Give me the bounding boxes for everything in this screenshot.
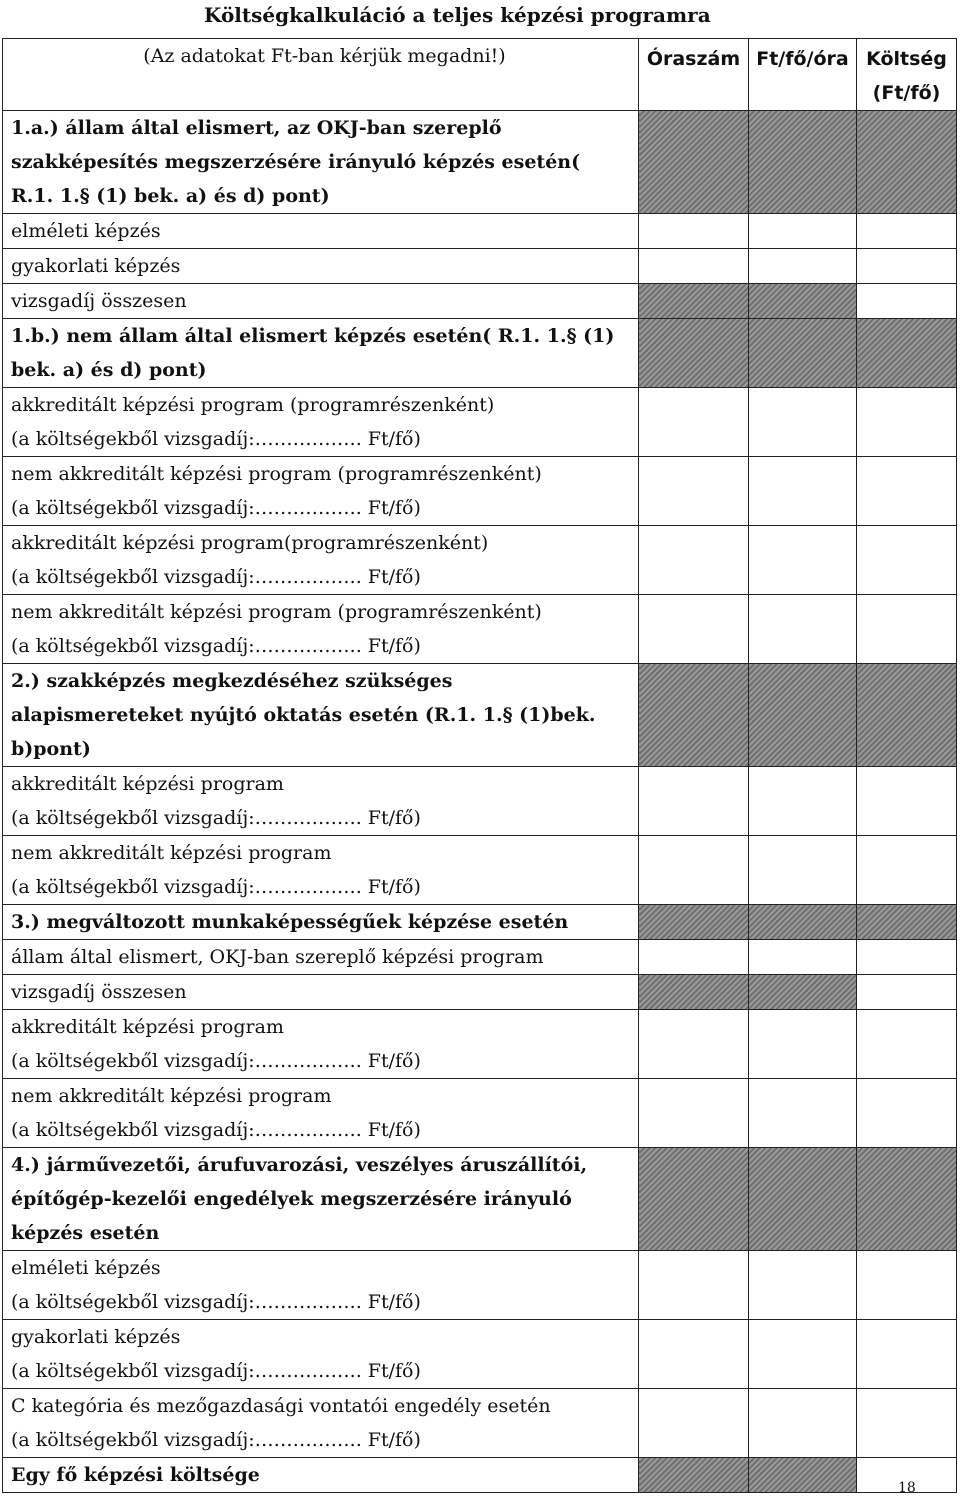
table-row xyxy=(3,1010,957,1079)
empty-hours-cell[interactable] xyxy=(639,1010,749,1079)
empty-cost-cell[interactable] xyxy=(857,284,957,319)
row-label-line: b)pont) xyxy=(11,738,91,760)
empty-rate-cell[interactable] xyxy=(749,457,857,526)
title-text: Költségkalkuláció a teljes képzési programra xyxy=(204,3,711,27)
row-label-line: (a költségekből vizsgadíj:…………….. Ft/fő) xyxy=(11,566,421,588)
row-label-line: (a költségekből vizsgadíj:…………….. Ft/fő) xyxy=(11,1050,421,1072)
empty-hours-cell[interactable] xyxy=(639,940,749,975)
empty-hours-cell[interactable] xyxy=(639,1320,749,1389)
table-row xyxy=(3,940,957,975)
shaded-rate-cell xyxy=(749,664,857,767)
table-row xyxy=(3,1389,957,1458)
column-header-cost: Költség (Ft/fő) xyxy=(857,39,957,111)
empty-rate-cell[interactable] xyxy=(749,1251,857,1320)
empty-cost-cell[interactable] xyxy=(857,526,957,595)
row-label-line: elméleti képzés xyxy=(11,1257,161,1279)
row-label xyxy=(3,1320,639,1389)
table-row xyxy=(3,214,957,249)
column-header-rate: Ft/fő/óra xyxy=(749,39,857,111)
table-row xyxy=(3,1458,957,1493)
empty-rate-cell[interactable] xyxy=(749,249,857,284)
empty-hours-cell[interactable] xyxy=(639,1251,749,1320)
row-label xyxy=(3,319,639,388)
row-label-line: vizsgadíj összesen xyxy=(11,981,187,1003)
row-label-line: (a költségekből vizsgadíj:…………….. Ft/fő) xyxy=(11,428,421,450)
row-label-line: bek. a) és d) pont) xyxy=(11,359,207,381)
row-label-line: 2.) szakképzés megkezdéséhez szükséges xyxy=(11,670,453,692)
empty-cost-cell[interactable] xyxy=(857,214,957,249)
row-label-line: szakképesítés megszerzésére irányuló képzés esetén( xyxy=(11,151,581,173)
empty-rate-cell[interactable] xyxy=(749,526,857,595)
header-row xyxy=(3,39,957,111)
empty-cost-cell[interactable] xyxy=(857,767,957,836)
empty-cost-cell[interactable] xyxy=(857,388,957,457)
row-label xyxy=(3,1010,639,1079)
empty-cost-cell[interactable] xyxy=(857,457,957,526)
row-label-line: alapismereteket nyújtó oktatás esetén (R.1. 1.§ (1)bek. xyxy=(11,704,596,726)
table-row xyxy=(3,249,957,284)
row-label xyxy=(3,975,639,1010)
row-label-line: Egy fő képzési költsége xyxy=(11,1464,260,1486)
table-row xyxy=(3,975,957,1010)
row-label-line: 1.b.) nem állam által elismert képzés esetén( R.1. 1.§ (1) xyxy=(11,325,615,347)
row-label-line: akkreditált képzési program xyxy=(11,773,284,795)
shaded-hours-cell xyxy=(639,111,749,214)
shaded-cost-cell xyxy=(857,905,957,940)
table-row xyxy=(3,905,957,940)
shaded-rate-cell xyxy=(749,284,857,319)
row-label-line: gyakorlati képzés xyxy=(11,255,181,277)
shaded-hours-cell xyxy=(639,975,749,1010)
row-label-line: nem akkreditált képzési program (programrészenként) xyxy=(11,463,542,485)
shaded-rate-cell xyxy=(749,905,857,940)
empty-hours-cell[interactable] xyxy=(639,1079,749,1148)
empty-cost-cell[interactable] xyxy=(857,1251,957,1320)
empty-rate-cell[interactable] xyxy=(749,767,857,836)
row-label xyxy=(3,249,639,284)
empty-hours-cell[interactable] xyxy=(639,526,749,595)
row-label-line: képzés esetén xyxy=(11,1222,160,1244)
row-label-line: (a költségekből vizsgadíj:…………….. Ft/fő) xyxy=(11,1429,421,1451)
row-label xyxy=(3,1079,639,1148)
shaded-rate-cell xyxy=(749,319,857,388)
table-row xyxy=(3,1251,957,1320)
shaded-rate-cell xyxy=(749,1458,857,1493)
row-label-line: 1.a.) állam által elismert, az OKJ-ban szereplő xyxy=(11,117,502,139)
shaded-hours-cell xyxy=(639,905,749,940)
cost-table-body xyxy=(3,39,957,1493)
row-label xyxy=(3,905,639,940)
shaded-cost-cell xyxy=(857,319,957,388)
row-label-line: R.1. 1.§ (1) bek. a) és d) pont) xyxy=(11,185,330,207)
table-row xyxy=(3,1320,957,1389)
row-label-line: elméleti képzés xyxy=(11,220,161,242)
row-label-line: 4.) járművezetői, árufuvarozási, veszélyes áruszállítói, xyxy=(11,1154,588,1176)
row-label-line: (a költségekből vizsgadíj:…………….. Ft/fő) xyxy=(11,1119,421,1141)
table-row xyxy=(3,457,957,526)
row-label-line: akkreditált képzési program xyxy=(11,1016,284,1038)
row-label xyxy=(3,1458,639,1493)
row-label-line: (Az adatokat Ft-ban kérjük megadni!) xyxy=(143,45,506,67)
row-label-line: akkreditált képzési program(programrészenként) xyxy=(11,532,489,554)
row-label-line: 3.) megváltozott munkaképességűek képzése esetén xyxy=(11,911,569,933)
empty-cost-cell[interactable] xyxy=(857,975,957,1010)
cost-calculation-table xyxy=(2,38,957,1493)
table-row xyxy=(3,388,957,457)
table-row xyxy=(3,284,957,319)
shaded-cost-cell xyxy=(857,1148,957,1251)
empty-rate-cell[interactable] xyxy=(749,940,857,975)
row-label xyxy=(3,1389,639,1458)
row-label-line: (a költségekből vizsgadíj:…………….. Ft/fő) xyxy=(11,635,421,657)
table-row xyxy=(3,836,957,905)
empty-hours-cell[interactable] xyxy=(639,214,749,249)
row-label-line: nem akkreditált képzési program xyxy=(11,842,332,864)
empty-hours-cell[interactable] xyxy=(639,388,749,457)
empty-rate-cell[interactable] xyxy=(749,836,857,905)
row-label xyxy=(3,836,639,905)
table-row xyxy=(3,319,957,388)
table-row xyxy=(3,1079,957,1148)
empty-cost-cell[interactable] xyxy=(857,595,957,664)
empty-rate-cell[interactable] xyxy=(749,1079,857,1148)
row-label xyxy=(3,940,639,975)
empty-cost-cell[interactable] xyxy=(857,1079,957,1148)
empty-cost-cell[interactable] xyxy=(857,249,957,284)
row-label xyxy=(3,664,639,767)
column-header-hours: Óraszám xyxy=(639,39,749,111)
row-label xyxy=(3,767,639,836)
shaded-hours-cell xyxy=(639,664,749,767)
empty-hours-cell[interactable] xyxy=(639,1389,749,1458)
row-label-line: vizsgadíj összesen xyxy=(11,290,187,312)
empty-hours-cell[interactable] xyxy=(639,457,749,526)
empty-cost-cell[interactable] xyxy=(857,836,957,905)
table-row xyxy=(3,1148,957,1251)
row-label-line: akkreditált képzési program (programrészenként) xyxy=(11,394,495,416)
row-label-line: (a költségekből vizsgadíj:…………….. Ft/fő) xyxy=(11,497,421,519)
row-label-line: (a költségekből vizsgadíj:…………….. Ft/fő) xyxy=(11,1360,421,1382)
empty-hours-cell[interactable] xyxy=(639,595,749,664)
empty-rate-cell[interactable] xyxy=(749,1320,857,1389)
row-label xyxy=(3,1148,639,1251)
shaded-rate-cell xyxy=(749,111,857,214)
table-row xyxy=(3,664,957,767)
shaded-cost-cell xyxy=(857,664,957,767)
shaded-hours-cell xyxy=(639,284,749,319)
empty-cost-cell[interactable] xyxy=(857,1320,957,1389)
table-row xyxy=(3,111,957,214)
empty-cost-cell[interactable] xyxy=(857,1010,957,1079)
row-label xyxy=(3,284,639,319)
empty-rate-cell[interactable] xyxy=(749,214,857,249)
row-label-line: C kategória és mezőgazdasági vontatói engedély esetén xyxy=(11,1395,551,1417)
shaded-hours-cell xyxy=(639,1458,749,1493)
row-label-line: nem akkreditált képzési program (programrészenként) xyxy=(11,601,542,623)
shaded-rate-cell xyxy=(749,975,857,1010)
page-number: 18 xyxy=(898,1480,916,1496)
table-row xyxy=(3,526,957,595)
shaded-rate-cell xyxy=(749,1148,857,1251)
empty-rate-cell[interactable] xyxy=(749,1389,857,1458)
empty-rate-cell[interactable] xyxy=(749,1010,857,1079)
row-label xyxy=(3,457,639,526)
row-label xyxy=(3,388,639,457)
row-label-line: nem akkreditált képzési program xyxy=(11,1085,332,1107)
row-label-line: (a költségekből vizsgadíj:…………….. Ft/fő) xyxy=(11,807,421,829)
empty-rate-cell[interactable] xyxy=(749,388,857,457)
row-label xyxy=(3,39,639,111)
empty-cost-cell[interactable] xyxy=(857,940,957,975)
row-label xyxy=(3,111,639,214)
empty-rate-cell[interactable] xyxy=(749,595,857,664)
empty-hours-cell[interactable] xyxy=(639,836,749,905)
row-label xyxy=(3,214,639,249)
table-row xyxy=(3,595,957,664)
empty-hours-cell[interactable] xyxy=(639,767,749,836)
row-label-line: gyakorlati képzés xyxy=(11,1326,181,1348)
row-label xyxy=(3,1251,639,1320)
shaded-cost-cell xyxy=(857,111,957,214)
shaded-hours-cell xyxy=(639,1148,749,1251)
document-title xyxy=(0,0,960,32)
row-label xyxy=(3,526,639,595)
shaded-hours-cell xyxy=(639,319,749,388)
row-label-line: (a költségekből vizsgadíj:…………….. Ft/fő) xyxy=(11,876,421,898)
row-label-line: építőgép-kezelői engedélyek megszerzésére irányuló xyxy=(11,1188,572,1210)
empty-cost-cell[interactable] xyxy=(857,1389,957,1458)
row-label-line: állam által elismert, OKJ-ban szereplő képzési program xyxy=(11,946,544,968)
row-label-line: (a költségekből vizsgadíj:…………….. Ft/fő) xyxy=(11,1291,421,1313)
row-label xyxy=(3,595,639,664)
empty-hours-cell[interactable] xyxy=(639,249,749,284)
table-row xyxy=(3,767,957,836)
